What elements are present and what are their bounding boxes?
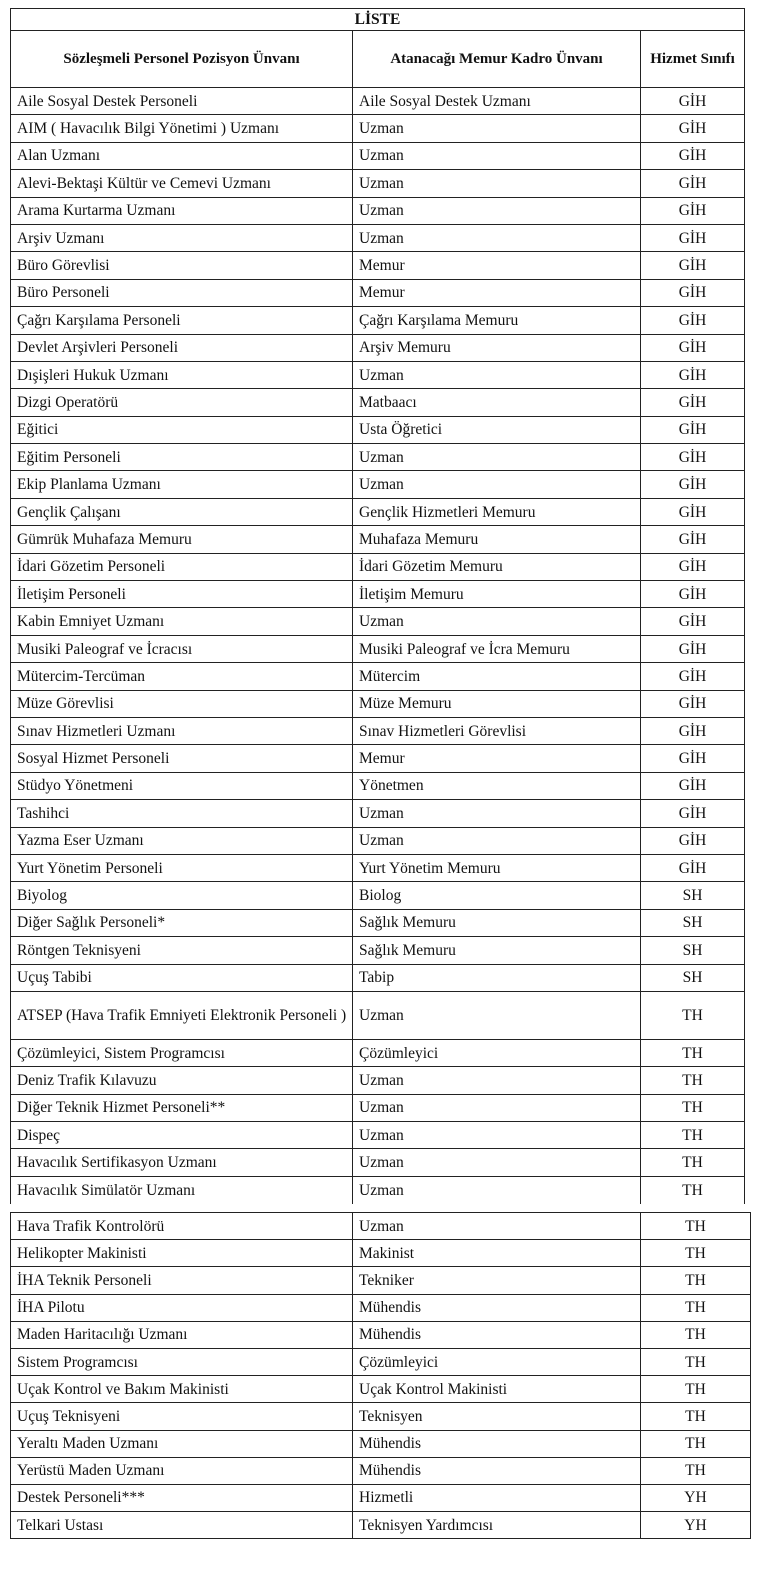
cell-sinif: GİH bbox=[641, 115, 745, 142]
cell-kadro: Memur bbox=[353, 252, 641, 279]
cell-kadro: İdari Gözetim Memuru bbox=[353, 553, 641, 580]
cell-pozisyon: Maden Haritacılığı Uzmanı bbox=[11, 1321, 353, 1348]
cell-sinif: GİH bbox=[641, 800, 745, 827]
table-row bbox=[11, 197, 745, 224]
cell-pozisyon: Hava Trafik Kontrolörü bbox=[11, 1213, 353, 1240]
cell-pozisyon: Diğer Teknik Hizmet Personeli** bbox=[11, 1094, 353, 1121]
table-row bbox=[11, 1403, 751, 1430]
cell-pozisyon: İHA Pilotu bbox=[11, 1294, 353, 1321]
table-row bbox=[11, 635, 745, 662]
list-table-part1 bbox=[10, 8, 745, 1204]
cell-pozisyon: Musiki Paleograf ve İcracısı bbox=[11, 635, 353, 662]
cell-kadro: Uzman bbox=[353, 800, 641, 827]
table-row bbox=[11, 1512, 751, 1539]
table-row bbox=[11, 334, 745, 361]
cell-sinif: TH bbox=[641, 1457, 751, 1484]
cell-kadro: Çözümleyici bbox=[353, 1348, 641, 1375]
table-row bbox=[11, 800, 745, 827]
cell-sinif: GİH bbox=[641, 608, 745, 635]
cell-sinif: TH bbox=[641, 1321, 751, 1348]
cell-sinif: GİH bbox=[641, 416, 745, 443]
table-row bbox=[11, 416, 745, 443]
cell-pozisyon: Gümrük Muhafaza Memuru bbox=[11, 526, 353, 553]
cell-pozisyon: Röntgen Teknisyeni bbox=[11, 937, 353, 964]
cell-sinif: GİH bbox=[641, 224, 745, 251]
cell-sinif: GİH bbox=[641, 197, 745, 224]
cell-pozisyon: Devlet Arşivleri Personeli bbox=[11, 334, 353, 361]
table-row bbox=[11, 1348, 751, 1375]
cell-sinif: SH bbox=[641, 937, 745, 964]
cell-sinif: TH bbox=[641, 1430, 751, 1457]
cell-kadro: Musiki Paleograf ve İcra Memuru bbox=[353, 635, 641, 662]
table-row bbox=[11, 170, 745, 197]
cell-pozisyon: Dışişleri Hukuk Uzmanı bbox=[11, 361, 353, 388]
cell-pozisyon: Müze Görevlisi bbox=[11, 690, 353, 717]
cell-pozisyon: Çözümleyici, Sistem Programcısı bbox=[11, 1039, 353, 1066]
cell-kadro: Sağlık Memuru bbox=[353, 937, 641, 964]
table-row bbox=[11, 498, 745, 525]
table-row bbox=[11, 1213, 751, 1240]
cell-sinif: GİH bbox=[641, 663, 745, 690]
cell-pozisyon: Dispeç bbox=[11, 1122, 353, 1149]
table-row bbox=[11, 307, 745, 334]
cell-sinif: GİH bbox=[641, 690, 745, 717]
table-row bbox=[11, 717, 745, 744]
cell-pozisyon: Kabin Emniyet Uzmanı bbox=[11, 608, 353, 635]
cell-kadro: Makinist bbox=[353, 1240, 641, 1267]
cell-pozisyon: Aile Sosyal Destek Personeli bbox=[11, 88, 353, 115]
cell-kadro: Uzman bbox=[353, 1213, 641, 1240]
cell-pozisyon: Büro Personeli bbox=[11, 279, 353, 306]
cell-pozisyon: Diğer Sağlık Personeli* bbox=[11, 909, 353, 936]
cell-kadro: Tekniker bbox=[353, 1267, 641, 1294]
cell-sinif: GİH bbox=[641, 581, 745, 608]
cell-pozisyon: Sınav Hizmetleri Uzmanı bbox=[11, 717, 353, 744]
cell-pozisyon: Helikopter Makinisti bbox=[11, 1240, 353, 1267]
cell-kadro: Teknisyen bbox=[353, 1403, 641, 1430]
cell-kadro: Uzman bbox=[353, 361, 641, 388]
cell-kadro: Tabip bbox=[353, 964, 641, 991]
cell-kadro: Çağrı Karşılama Memuru bbox=[353, 307, 641, 334]
cell-pozisyon: Yazma Eser Uzmanı bbox=[11, 827, 353, 854]
table-row bbox=[11, 909, 745, 936]
table-row bbox=[11, 991, 745, 1039]
table-row bbox=[11, 1240, 751, 1267]
cell-sinif: GİH bbox=[641, 471, 745, 498]
table-row bbox=[11, 361, 745, 388]
cell-pozisyon: Gençlik Çalışanı bbox=[11, 498, 353, 525]
cell-kadro: Uzman bbox=[353, 991, 641, 1039]
cell-sinif: TH bbox=[641, 1240, 751, 1267]
cell-pozisyon: Deniz Trafik Kılavuzu bbox=[11, 1067, 353, 1094]
cell-kadro: Mütercim bbox=[353, 663, 641, 690]
cell-pozisyon: Ekip Planlama Uzmanı bbox=[11, 471, 353, 498]
cell-sinif: GİH bbox=[641, 827, 745, 854]
table-row bbox=[11, 526, 745, 553]
cell-sinif: SH bbox=[641, 909, 745, 936]
cell-kadro: Uzman bbox=[353, 197, 641, 224]
cell-kadro: Uzman bbox=[353, 142, 641, 169]
cell-sinif: TH bbox=[641, 1039, 745, 1066]
table-row bbox=[11, 1294, 751, 1321]
cell-pozisyon: Telkari Ustası bbox=[11, 1512, 353, 1539]
cell-sinif: GİH bbox=[641, 745, 745, 772]
table-row bbox=[11, 88, 745, 115]
cell-kadro: Müze Memuru bbox=[353, 690, 641, 717]
cell-kadro: Uzman bbox=[353, 444, 641, 471]
cell-kadro: Mühendis bbox=[353, 1457, 641, 1484]
cell-pozisyon: Alan Uzmanı bbox=[11, 142, 353, 169]
cell-pozisyon: Çağrı Karşılama Personeli bbox=[11, 307, 353, 334]
table-row bbox=[11, 663, 745, 690]
cell-kadro: Çözümleyici bbox=[353, 1039, 641, 1066]
cell-kadro: Yönetmen bbox=[353, 772, 641, 799]
cell-kadro: Uzman bbox=[353, 827, 641, 854]
cell-pozisyon: Yeraltı Maden Uzmanı bbox=[11, 1430, 353, 1457]
cell-sinif: TH bbox=[641, 1176, 745, 1203]
table-row bbox=[11, 279, 745, 306]
table-row bbox=[11, 1430, 751, 1457]
cell-kadro: Memur bbox=[353, 745, 641, 772]
cell-pozisyon: Havacılık Sertifikasyon Uzmanı bbox=[11, 1149, 353, 1176]
table-row bbox=[11, 252, 745, 279]
table-title: LİSTE bbox=[11, 9, 745, 31]
cell-pozisyon: Sosyal Hizmet Personeli bbox=[11, 745, 353, 772]
cell-pozisyon: AIM ( Havacılık Bilgi Yönetimi ) Uzmanı bbox=[11, 115, 353, 142]
table-row bbox=[11, 827, 745, 854]
cell-pozisyon: Arama Kurtarma Uzmanı bbox=[11, 197, 353, 224]
cell-kadro: Memur bbox=[353, 279, 641, 306]
table-row bbox=[11, 690, 745, 717]
cell-sinif: TH bbox=[641, 1094, 745, 1121]
cell-sinif: GİH bbox=[641, 498, 745, 525]
table-row bbox=[11, 1149, 745, 1176]
cell-kadro: Aile Sosyal Destek Uzmanı bbox=[353, 88, 641, 115]
table-row bbox=[11, 882, 745, 909]
table-row bbox=[11, 854, 745, 881]
table-row bbox=[11, 1094, 745, 1121]
cell-kadro: Arşiv Memuru bbox=[353, 334, 641, 361]
cell-sinif: TH bbox=[641, 1403, 751, 1430]
list-table-part2 bbox=[10, 1212, 751, 1539]
cell-kadro: Uzman bbox=[353, 608, 641, 635]
table-row bbox=[11, 142, 745, 169]
table-row bbox=[11, 444, 745, 471]
cell-pozisyon: Alevi-Bektaşi Kültür ve Cemevi Uzmanı bbox=[11, 170, 353, 197]
cell-pozisyon: İHA Teknik Personeli bbox=[11, 1267, 353, 1294]
cell-sinif: GİH bbox=[641, 717, 745, 744]
table-row bbox=[11, 608, 745, 635]
cell-sinif: GİH bbox=[641, 252, 745, 279]
cell-pozisyon: Mütercim-Tercüman bbox=[11, 663, 353, 690]
cell-sinif: GİH bbox=[641, 307, 745, 334]
cell-sinif: TH bbox=[641, 1149, 745, 1176]
cell-sinif: GİH bbox=[641, 88, 745, 115]
cell-pozisyon: Uçak Kontrol ve Bakım Makinisti bbox=[11, 1376, 353, 1403]
cell-sinif: GİH bbox=[641, 334, 745, 361]
cell-pozisyon: İletişim Personeli bbox=[11, 581, 353, 608]
cell-kadro: Uzman bbox=[353, 1067, 641, 1094]
cell-sinif: GİH bbox=[641, 553, 745, 580]
cell-pozisyon: Dizgi Operatörü bbox=[11, 389, 353, 416]
table-row bbox=[11, 1267, 751, 1294]
cell-kadro: Uzman bbox=[353, 1094, 641, 1121]
table-row bbox=[11, 937, 745, 964]
cell-kadro: Mühendis bbox=[353, 1430, 641, 1457]
header-kadro: Atanacağı Memur Kadro Ünvanı bbox=[353, 31, 641, 88]
cell-sinif: GİH bbox=[641, 854, 745, 881]
cell-sinif: SH bbox=[641, 882, 745, 909]
cell-pozisyon: Havacılık Simülatör Uzmanı bbox=[11, 1176, 353, 1203]
cell-kadro: Usta Öğretici bbox=[353, 416, 641, 443]
table-row bbox=[11, 581, 745, 608]
cell-kadro: İletişim Memuru bbox=[353, 581, 641, 608]
table-row bbox=[11, 1484, 751, 1511]
cell-sinif: GİH bbox=[641, 635, 745, 662]
table-row bbox=[11, 389, 745, 416]
table-row bbox=[11, 553, 745, 580]
cell-sinif: TH bbox=[641, 1213, 751, 1240]
cell-sinif: TH bbox=[641, 991, 745, 1039]
cell-pozisyon: Uçuş Teknisyeni bbox=[11, 1403, 353, 1430]
cell-sinif: TH bbox=[641, 1348, 751, 1375]
cell-sinif: TH bbox=[641, 1294, 751, 1321]
table-row bbox=[11, 1176, 745, 1203]
cell-kadro: Gençlik Hizmetleri Memuru bbox=[353, 498, 641, 525]
table-row bbox=[11, 224, 745, 251]
cell-sinif: SH bbox=[641, 964, 745, 991]
cell-kadro: Uçak Kontrol Makinisti bbox=[353, 1376, 641, 1403]
cell-kadro: Uzman bbox=[353, 1176, 641, 1203]
header-pozisyon: Sözleşmeli Personel Pozisyon Ünvanı bbox=[11, 31, 353, 88]
cell-pozisyon: Stüdyo Yönetmeni bbox=[11, 772, 353, 799]
cell-kadro: Teknisyen Yardımcısı bbox=[353, 1512, 641, 1539]
cell-pozisyon: Destek Personeli*** bbox=[11, 1484, 353, 1511]
cell-sinif: GİH bbox=[641, 170, 745, 197]
cell-pozisyon: Tashihci bbox=[11, 800, 353, 827]
table-row bbox=[11, 1457, 751, 1484]
cell-pozisyon: Büro Görevlisi bbox=[11, 252, 353, 279]
cell-sinif: TH bbox=[641, 1376, 751, 1403]
cell-sinif: GİH bbox=[641, 279, 745, 306]
table-row bbox=[11, 745, 745, 772]
cell-pozisyon: Uçuş Tabibi bbox=[11, 964, 353, 991]
header-sinif: Hizmet Sınıfı bbox=[641, 31, 745, 88]
table-row bbox=[11, 772, 745, 799]
cell-sinif: GİH bbox=[641, 142, 745, 169]
cell-kadro: Mühendis bbox=[353, 1294, 641, 1321]
cell-kadro: Matbaacı bbox=[353, 389, 641, 416]
cell-kadro: Uzman bbox=[353, 224, 641, 251]
table-row bbox=[11, 1039, 745, 1066]
cell-sinif: GİH bbox=[641, 444, 745, 471]
cell-kadro: Muhafaza Memuru bbox=[353, 526, 641, 553]
cell-kadro: Uzman bbox=[353, 115, 641, 142]
cell-kadro: Mühendis bbox=[353, 1321, 641, 1348]
cell-kadro: Biolog bbox=[353, 882, 641, 909]
cell-sinif: TH bbox=[641, 1067, 745, 1094]
table-row bbox=[11, 1122, 745, 1149]
table-row bbox=[11, 1376, 751, 1403]
table-row bbox=[11, 1067, 745, 1094]
cell-kadro: Sağlık Memuru bbox=[353, 909, 641, 936]
cell-sinif: GİH bbox=[641, 526, 745, 553]
cell-pozisyon: Yurt Yönetim Personeli bbox=[11, 854, 353, 881]
cell-kadro: Uzman bbox=[353, 471, 641, 498]
table-row bbox=[11, 964, 745, 991]
cell-kadro: Hizmetli bbox=[353, 1484, 641, 1511]
cell-pozisyon: Eğitici bbox=[11, 416, 353, 443]
cell-pozisyon: Eğitim Personeli bbox=[11, 444, 353, 471]
table-row bbox=[11, 471, 745, 498]
cell-kadro: Uzman bbox=[353, 170, 641, 197]
cell-pozisyon: Yerüstü Maden Uzmanı bbox=[11, 1457, 353, 1484]
cell-sinif: YH bbox=[641, 1512, 751, 1539]
cell-sinif: TH bbox=[641, 1267, 751, 1294]
cell-pozisyon: Sistem Programcısı bbox=[11, 1348, 353, 1375]
table-row bbox=[11, 115, 745, 142]
cell-kadro: Uzman bbox=[353, 1149, 641, 1176]
cell-sinif: GİH bbox=[641, 772, 745, 799]
cell-kadro: Yurt Yönetim Memuru bbox=[353, 854, 641, 881]
cell-sinif: GİH bbox=[641, 389, 745, 416]
table-row bbox=[11, 1321, 751, 1348]
cell-sinif: TH bbox=[641, 1122, 745, 1149]
cell-sinif: GİH bbox=[641, 361, 745, 388]
cell-kadro: Uzman bbox=[353, 1122, 641, 1149]
cell-sinif: YH bbox=[641, 1484, 751, 1511]
cell-pozisyon: Biyolog bbox=[11, 882, 353, 909]
cell-kadro: Sınav Hizmetleri Görevlisi bbox=[353, 717, 641, 744]
cell-pozisyon: İdari Gözetim Personeli bbox=[11, 553, 353, 580]
cell-pozisyon: ATSEP (Hava Trafik Emniyeti Elektronik Personeli ) bbox=[11, 991, 353, 1039]
cell-pozisyon: Arşiv Uzmanı bbox=[11, 224, 353, 251]
